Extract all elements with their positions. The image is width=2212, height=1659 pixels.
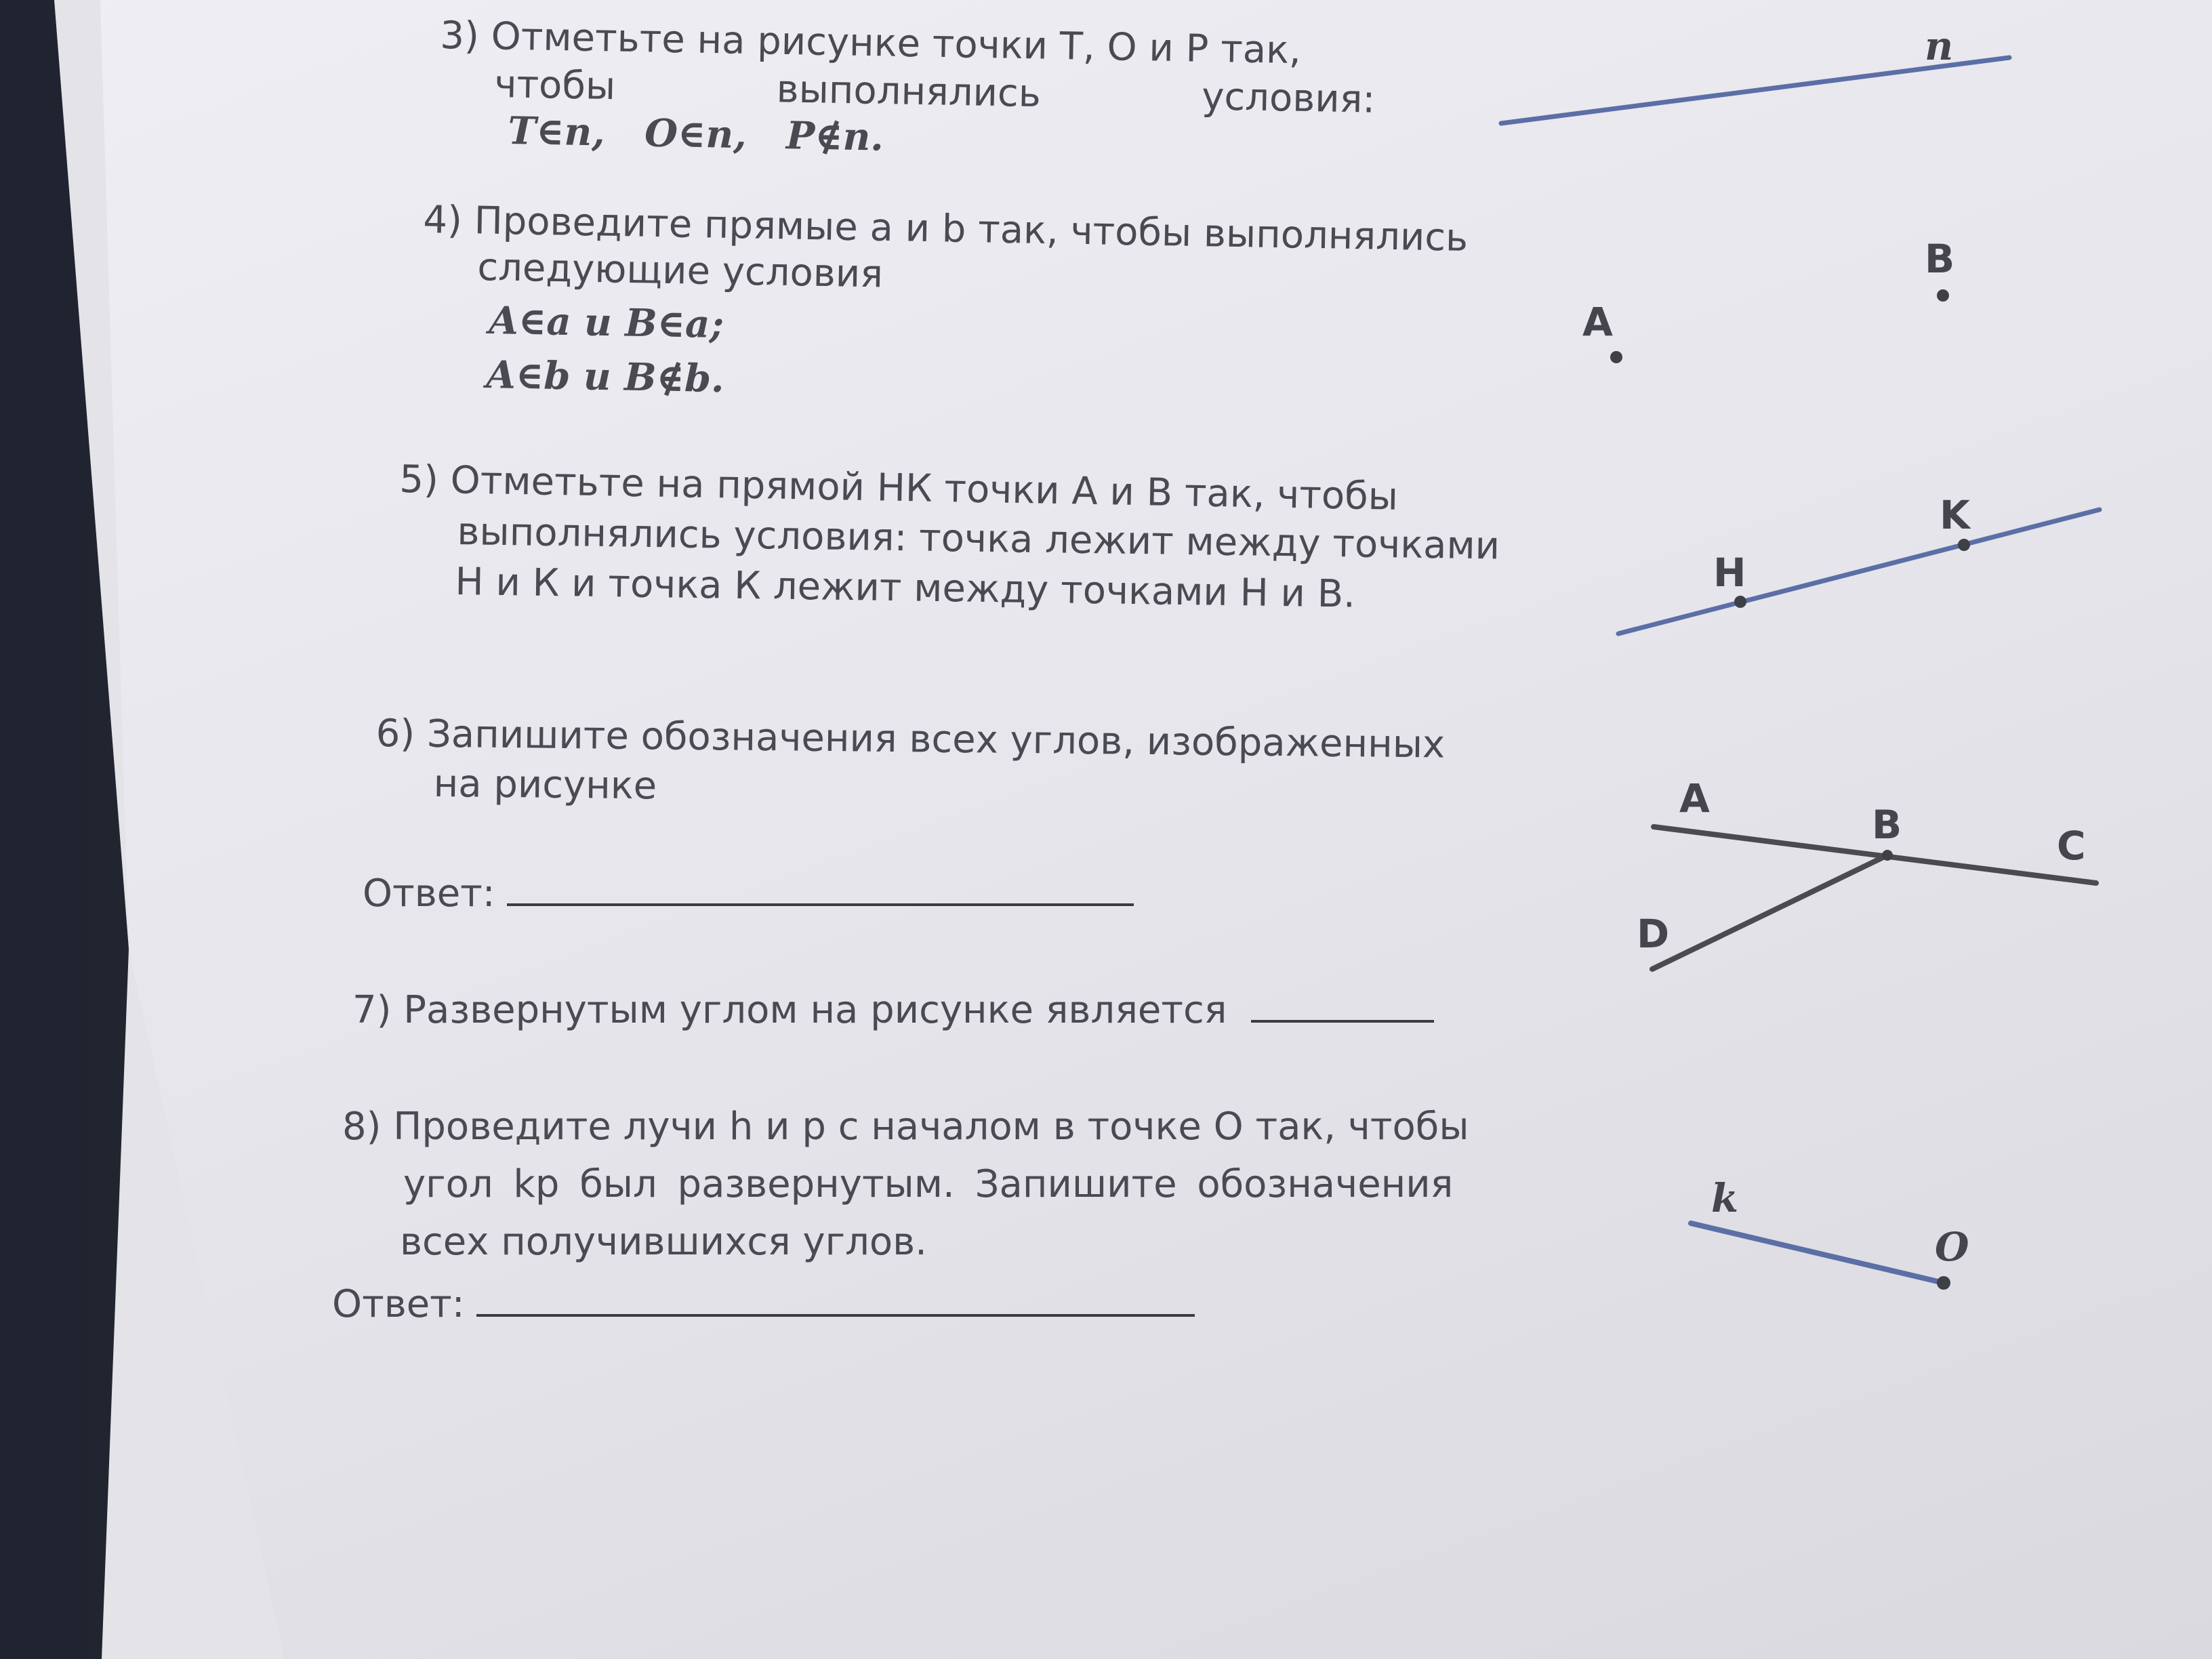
point-o: [1937, 1276, 1950, 1290]
task4-line2: следующие условия: [476, 245, 884, 297]
point-b-fig6: [1882, 850, 1893, 861]
point-h: [1734, 596, 1746, 608]
task6-line1: 6) Запишите обозначения всех углов, изображенных: [375, 712, 1446, 767]
label-point-o: O: [1935, 1224, 1969, 1270]
task4-condition1: A∈a и B∈a;: [488, 298, 724, 348]
task6-answer-label: Ответ:: [363, 872, 495, 916]
task4-line1: 4) Проведите прямые a и b так, чтобы выполнялись: [422, 198, 1469, 260]
ray-bd[interactable]: [1652, 855, 1887, 969]
label-ray-k: k: [1711, 1175, 1739, 1221]
label-fig6-b: B: [1872, 802, 1902, 848]
task8-line3: всех получившихся углов.: [400, 1220, 927, 1264]
task3-word2: выполнялись: [776, 67, 1042, 117]
label-point-k: K: [1940, 492, 1970, 538]
task4-condition2: A∈b и B∉b.: [485, 352, 725, 402]
label-point-h: H: [1713, 550, 1746, 596]
task3-conditions: T∈n, O∈n, P∉n.: [507, 108, 884, 160]
task6-line2: на рисунке: [433, 762, 657, 808]
task7-text: 7) Развернутым углом на рисунке является: [352, 988, 1227, 1032]
task3-word1: чтобы: [493, 62, 616, 109]
label-fig6-a: A: [1679, 775, 1710, 821]
label-n: n: [1925, 23, 1954, 69]
label-fig6-d: D: [1637, 911, 1670, 957]
task8-line1: 8) Проведите лучи h и p с началом в точке О так, чтобы: [342, 1105, 1469, 1149]
point-a: [1610, 351, 1622, 363]
point-k: [1958, 539, 1970, 551]
task3-line1: 3) Отметьте на рисунке точки Т, О и Р так,: [439, 14, 1302, 73]
task3-word3: условия:: [1201, 75, 1376, 122]
ray-k[interactable]: [1691, 1223, 1944, 1283]
task5-line1: 5) Отметьте на прямой НК точки А и В так, чтобы: [398, 457, 1399, 519]
task5-line2: выполнялись условия: точка лежит между точками: [457, 510, 1500, 569]
task8-answer-label: Ответ:: [332, 1282, 465, 1326]
task5-line3: Н и К и точка К лежит между точками Н и В.: [455, 560, 1356, 617]
label-fig6-c: C: [2057, 823, 2086, 869]
line-hk[interactable]: [1618, 510, 2100, 634]
label-point-a: A: [1582, 299, 1613, 345]
task8-line2: угол kp был развернутым. Запишите обозначения: [403, 1162, 1454, 1206]
point-b: [1937, 289, 1949, 302]
label-point-b: B: [1925, 236, 1955, 282]
